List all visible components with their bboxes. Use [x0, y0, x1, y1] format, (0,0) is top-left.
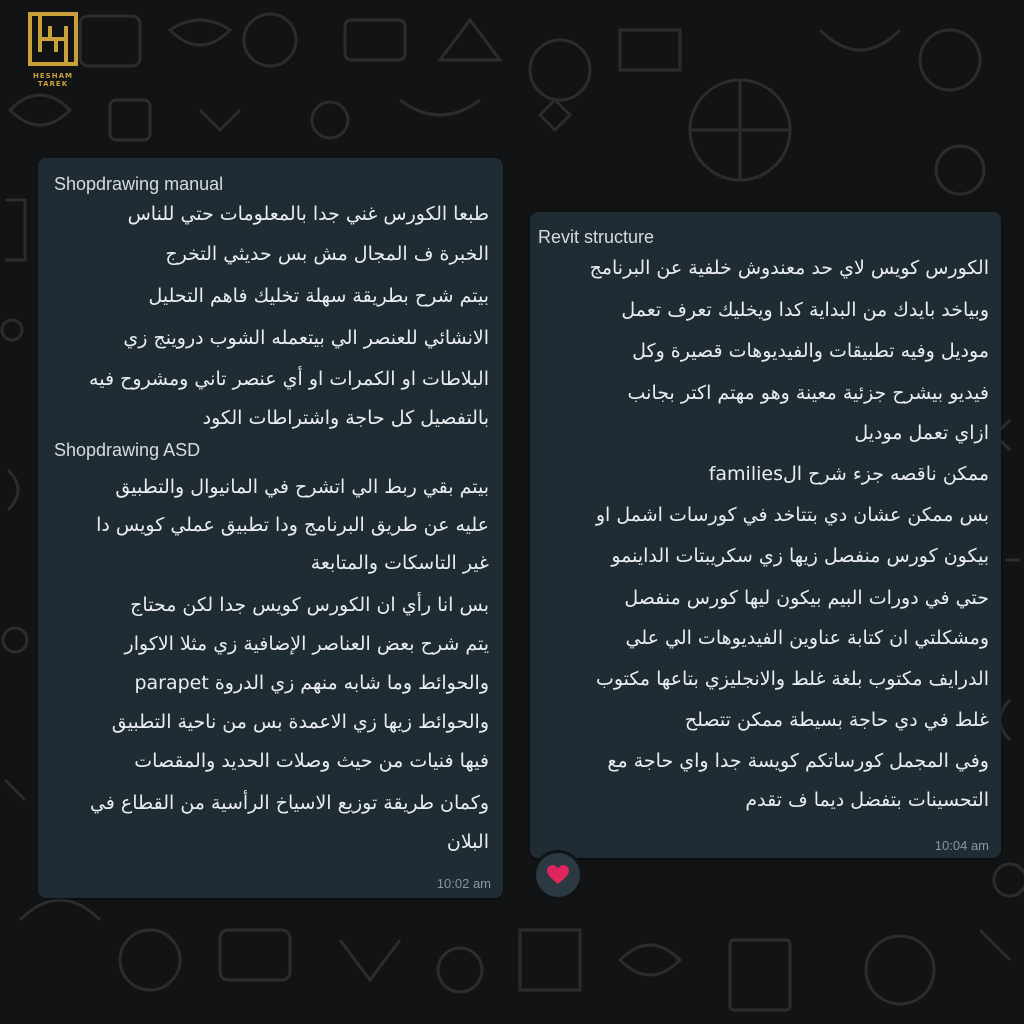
message-line: والحوائط وما شابه منهم زي الدروة parapet: [134, 672, 489, 694]
message-timestamp: 10:02 am: [436, 876, 491, 891]
message-bubble-left[interactable]: [38, 158, 503, 898]
message-line: بالتفصيل كل حاجة واشتراطات الكود: [202, 407, 489, 429]
message-line: عليه عن طريق البرنامج ودا تطبيق عملي كويس دا: [96, 514, 489, 536]
message-line: طبعا الكورس غني جدا بالمعلومات حتي للناس: [127, 203, 489, 225]
message-line: وكمان طريقة توزيع الاسياخ الرأسية من القطاع في: [89, 792, 489, 814]
message-line: بيتم بقي ربط الي اتشرح في المانيوال والتطبيق: [115, 476, 489, 498]
section-title: Revit structure: [538, 227, 655, 247]
message-line: التحسينات بتفضل ديما ف تقدم: [745, 789, 989, 811]
message-line: بيتم شرح بطريقة سهلة تخليك فاهم التحليل: [148, 285, 489, 307]
message-line: الخبرة ف المجال مش بس حديثي التخرج: [165, 243, 489, 265]
brand-name: HESHAM TAREK: [33, 72, 73, 88]
message-bubble-right[interactable]: [530, 212, 1001, 858]
message-line: يتم شرح بعض العناصر الإضافية زي مثلا الاكوار: [124, 633, 489, 655]
message-line: الدرايف مكتوب بلغة غلط والانجليزي بتاعها مكتوب: [595, 668, 989, 690]
message-line: فيها فنيات من حيث وصلات الحديد والمقصات: [134, 750, 489, 772]
message-line: حتي في دورات البيم بيكون ليها كورس منفصل: [624, 587, 989, 609]
brand-logo: [18, 10, 88, 88]
message-line: الكورس كويس لاي حد معندوش خلفية عن البرنامج: [589, 257, 989, 279]
section-title: Shopdrawing ASD: [54, 440, 201, 460]
message-timestamp: 10:04 am: [934, 838, 989, 853]
message-line: فيديو بيشرح جزئية معينة وهو مهتم اكتر بجانب: [627, 382, 989, 404]
message-line: البلان: [446, 831, 489, 853]
reaction-badge[interactable]: [536, 853, 580, 897]
message-line: بيكون كورس منفصل زيها زي سكريبتات الداينمو: [611, 545, 989, 567]
message-line: غير التاسكات والمتابعة: [310, 552, 489, 574]
message-line: بس ممكن عشان دي بتتاخد في كورسات اشمل او: [595, 504, 989, 526]
message-line: ومشكلتي ان كتابة عناوين الفيديوهات الي علي: [625, 627, 989, 649]
message-line: البلاطات او الكمرات او أي عنصر تاني ومشروح فيه: [89, 368, 489, 390]
message-line: وبياخد بايدك من البداية كدا ويخليك تعرف تعمل: [621, 299, 989, 321]
message-line: والحوائط زيها زي الاعمدة بس من ناحية التطبيق: [111, 711, 489, 733]
message-line: ممكن ناقصه جزء شرح الfamilies: [708, 463, 989, 485]
message-line: موديل وفيه تطبيقات والفيديوهات قصيرة وكل: [632, 340, 989, 362]
heart-icon: [547, 865, 569, 885]
message-line: وفي المجمل كورساتكم كويسة جدا واي حاجة مع: [607, 750, 989, 772]
message-line: ازاي تعمل موديل: [854, 422, 989, 444]
message-line: بس انا رأي ان الكورس كويس جدا لكن محتاج: [130, 594, 489, 616]
message-line: غلط في دي حاجة بسيطة ممكن تتصلح: [684, 709, 989, 731]
section-title: Shopdrawing manual: [54, 174, 224, 194]
brand-mark-icon: [18, 10, 88, 70]
message-line: الانشائي للعنصر الي بيتعمله الشوب دروينج زي: [123, 327, 489, 349]
